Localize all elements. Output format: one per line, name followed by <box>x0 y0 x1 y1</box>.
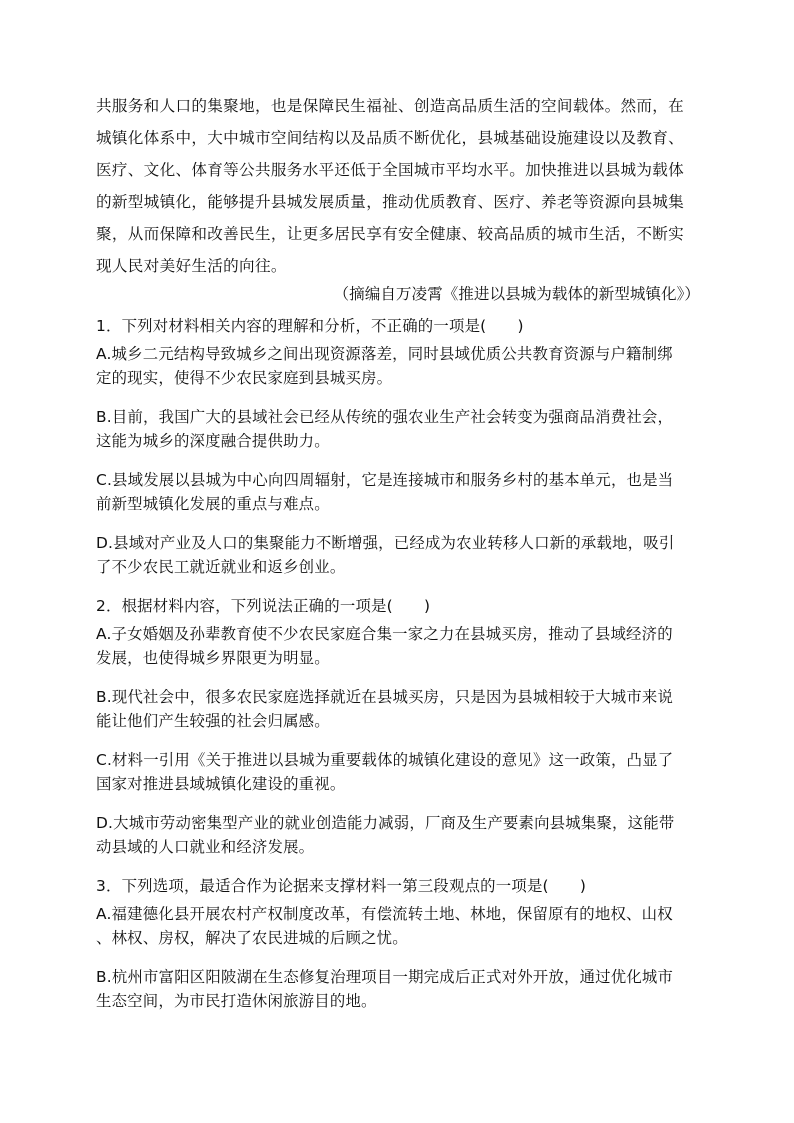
option-line: A.福建德化县开展农村产权制度改革，有偿流转土地、林地，保留原有的地权、山权 <box>96 905 673 923</box>
question-1-option-d[interactable] <box>96 531 700 579</box>
question-2-option-c[interactable] <box>96 748 700 796</box>
question-3-option-a[interactable] <box>96 902 700 950</box>
option-line: 发展，也使得城乡界限更为明显。 <box>96 649 330 667</box>
option-line: B.杭州市富阳区阳陂湖在生态修复治理项目一期完成后正式对外开放，通过优化城市 <box>96 968 674 986</box>
option-line: 生态空间，为市民打造休闲旅游目的地。 <box>96 992 377 1010</box>
passage-line: 现人民对美好生活的向往。 <box>96 257 287 275</box>
option-line: 定的现实，使得不少农民家庭到县城买房。 <box>96 369 393 387</box>
option-line: D.大城市劳动密集型产业的就业创造能力减弱，厂商及生产要素向县城集聚，这能带 <box>96 814 675 832</box>
option-line: B.现代社会中，很多农民家庭选择就近在县城买房，只是因为县城相较于大城市来说 <box>96 688 674 706</box>
question-1-option-a[interactable] <box>96 342 700 390</box>
option-line: 这能为城乡的深度融合提供助力。 <box>96 432 330 450</box>
question-3-stem: 3．下列选项，最适合作为论据来支撑材料一第三段观点的一项是( ) <box>96 877 587 895</box>
option-line: B.目前，我国广大的县域社会已经从传统的强农业生产社会转变为强商品消费社会， <box>96 408 674 426</box>
passage-line: 的新型城镇化，能够提升县城发展质量，推动优质教育、医疗、养老等资源向县城集 <box>96 193 685 211</box>
question-2-option-b[interactable] <box>96 685 700 733</box>
question-1-option-c[interactable] <box>96 468 700 516</box>
passage-line: 城镇化体系中，大中城市空间结构以及品质不断优化，县城基础设施建设以及教育、 <box>96 129 685 147</box>
option-line: 、林权、房权，解决了农民进城的后顾之忧。 <box>96 929 408 947</box>
passage-line: 共服务和人口的集聚地，也是保障民生福祉、创造高品质生活的空间载体。然而，在 <box>96 97 685 115</box>
passage-line: 聚，从而保障和改善民生，让更多居民享有安全健康、较高品质的城市生活，不断实 <box>96 225 685 243</box>
option-line: C.材料一引用《关于推进以县城为重要载体的城镇化建设的意见》这一政策，凸显了 <box>96 751 674 769</box>
question-2-option-a[interactable] <box>96 622 700 670</box>
option-line: D.县域对产业及人口的集聚能力不断增强，已经成为农业转移人口新的承载地，吸引 <box>96 534 675 552</box>
passage-paragraph <box>96 90 700 282</box>
option-line: 动县域的人口就业和经济发展。 <box>96 838 315 856</box>
option-line: C.县域发展以县城为中心向四周辐射，它是连接城市和服务乡村的基本单元，也是当 <box>96 471 674 489</box>
option-line: 前新型城镇化发展的重点与难点。 <box>96 495 330 513</box>
passage-line: 医疗、文化、体育等公共服务水平还低于全国城市平均水平。加快推进以县城为载体 <box>96 161 685 179</box>
question-3-option-b[interactable] <box>96 965 700 1013</box>
option-line: A.子女婚姻及孙辈教育使不少农民家庭合集一家之力在县城买房，推动了县域经济的 <box>96 625 673 643</box>
option-line: 能让他们产生较强的社会归属感。 <box>96 712 330 730</box>
question-1-stem: 1．下列对材料相关内容的理解和分析，不正确的一项是( ) <box>96 317 524 335</box>
passage-source: （摘编自万凌霄《推进以县城为载体的新型城镇化》） <box>333 285 700 303</box>
question-2-stem: 2．根据材料内容，下列说法正确的一项是( ) <box>96 597 431 615</box>
option-line: A.城乡二元结构导致城乡之间出现资源落差，同时县域优质公共教育资源与户籍制绑 <box>96 345 673 363</box>
option-line: 了不少农民工就近就业和返乡创业。 <box>96 558 346 576</box>
question-1-option-b[interactable] <box>96 405 700 453</box>
question-2-option-d[interactable] <box>96 811 700 859</box>
option-line: 国家对推进县域城镇化建设的重视。 <box>96 775 346 793</box>
